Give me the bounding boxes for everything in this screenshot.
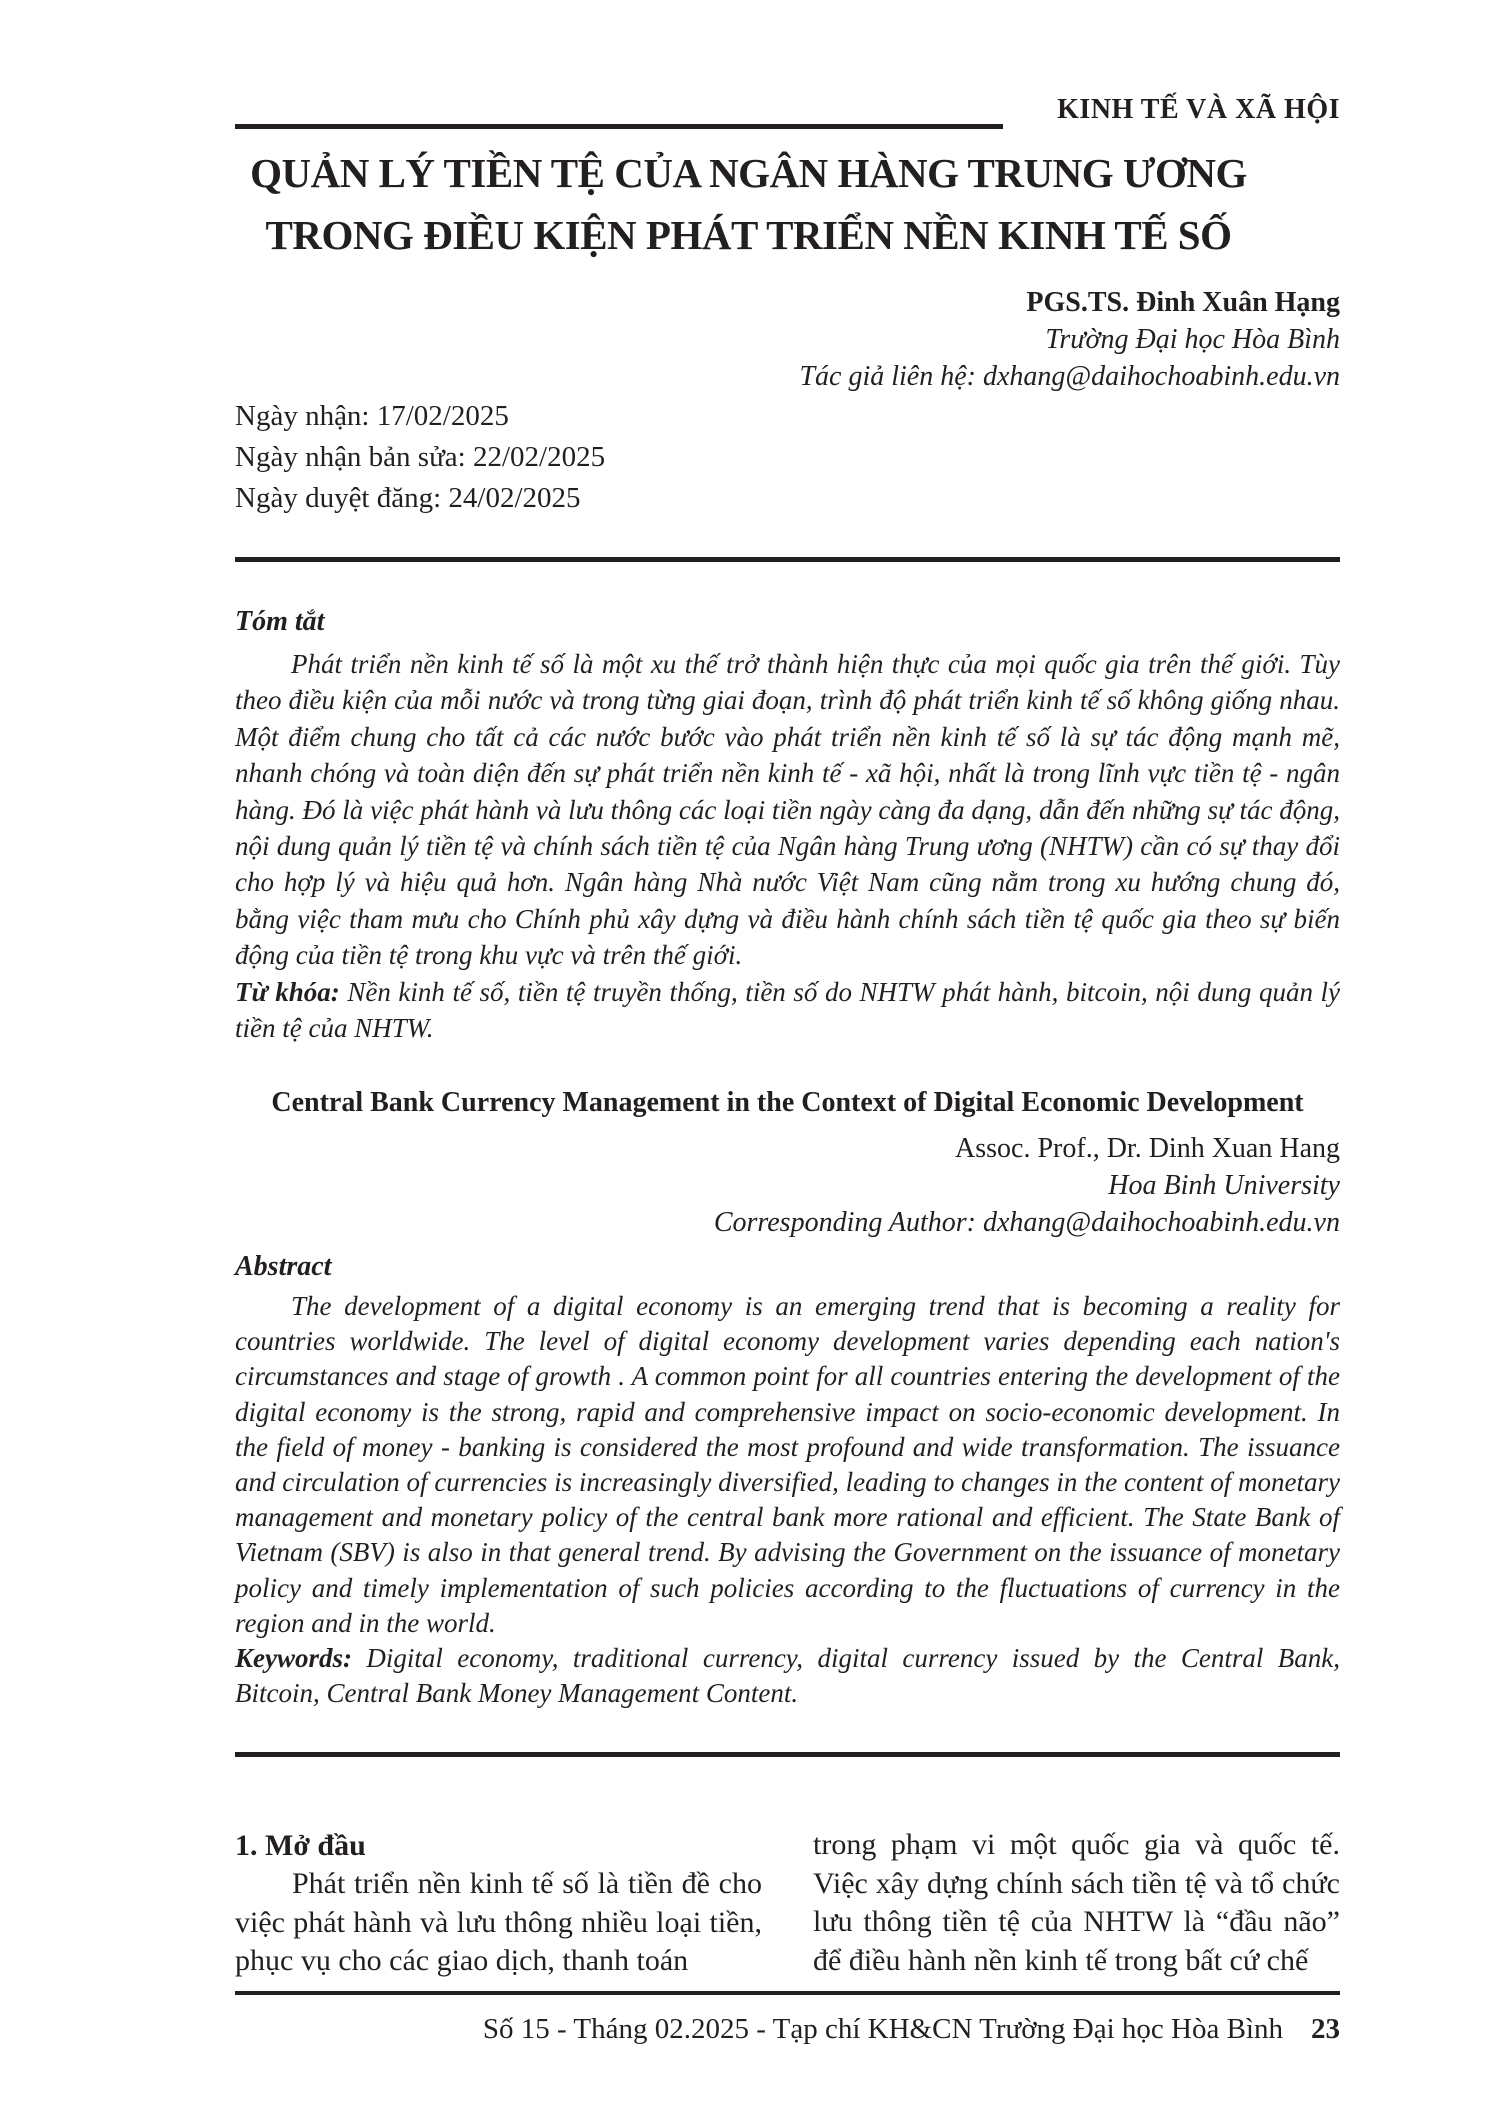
page-number: 23 [1311, 2013, 1340, 2045]
body-text-right: trong phạm vi một quốc gia và quốc tế. Việc xây dựng chính sách tiền tệ và tổ chức lưu thông tiền tệ của NHTW là “đầu não” để điều hành nền kinh tế trong bất cứ chế [813, 1828, 1340, 1977]
keywords-text-en: Digital economy, traditional currency, digital currency issued by the Central Bank, Bitcoin, Central Bank Money Management Content. [235, 1643, 1341, 1709]
abstract-heading-vi: Tóm tắt [235, 606, 325, 637]
author-contact-vi: Tác giả liên hệ: dxhang@daihochoabinh.edu.vn [799, 361, 1340, 392]
keywords-vi [235, 974, 1340, 1047]
keywords-en [235, 1641, 1340, 1711]
date-revised: Ngày nhận bản sửa: 22/02/2025 [235, 441, 606, 473]
footer-rule [235, 1991, 1340, 1995]
abstract-body-vi: Phát triển nền kinh tế số là một xu thế trở thành hiện thực của mọi quốc gia trên thế giới. Tùy theo điều kiện của mỗi nước và trong từng giai đoạn, trình độ phát triển kinh tế số không giống nhau. Một điểm chung cho tất cả các nước bước vào phát triển nền kinh tế số là sự tác động mạnh mẽ, nhanh chóng và toàn diện đến sự phát triển nền kinh tế - xã hội, nhất là trong lĩnh vực tiền tệ - ngân hàng. Đó là việc phát hành và lưu thông các loại tiền ngày càng đa dạng, dẫn đến những sự tác động, nội dung quản lý tiền tệ và chính sách tiền tệ của Ngân hàng Trung ương (NHTW) cần có sự thay đổi cho hợp lý và hiệu quả hơn. Ngân hàng Nhà nước Việt Nam cũng nằm trong xu hướng chung đó, bằng việc tham mưu cho Chính phủ xây dựng và điều hành chính sách tiền tệ quốc gia theo sự biến động của tiền tệ trong khu vực và trên thế giới. [235, 649, 1340, 971]
section-heading-intro: 1. Mở đầu [235, 1829, 366, 1862]
keywords-label-en: Keywords: [235, 1643, 352, 1674]
journal-section-header: KINH TẾ VÀ XÃ HỘI [1057, 94, 1340, 125]
abstract-section-en [235, 1086, 1340, 1711]
keywords-label-vi: Từ khóa: [235, 976, 340, 1007]
body-text-left: Phát triển nền kinh tế số là tiền đề cho việc phát hành và lưu thông nhiều loại tiền, phục vụ cho các giao dịch, thanh toán [235, 1867, 762, 1977]
article-title-vi [196, 142, 1301, 266]
article-title-en: Central Bank Currency Management in the Context of Digital Economic Development [271, 1087, 1304, 1118]
abstract-body-en: The development of a digital economy is an emerging trend that is becoming a reality for countries worldwide. The level of digital economy development varies depending each nation's circumstances and stage of growth . A common point for all countries entering the development of the digital economy is the strong, rapid and comprehensive impact on socio-economic development. In the field of money - banking is considered the most profound and wide transformation. The issuance and circulation of currencies is increasingly diversified, leading to changes in the content of monetary management and monetary policy of the central bank more rational and efficient. The State Bank of Vietnam (SBV) is also in that general trend. By advising the Government on the issuance of monetary policy and timely implementation of such policies according to the fluctuations of currency in the region and in the world. [235, 1291, 1340, 1638]
author-name-vi: PGS.TS. Đinh Xuân Hạng [1026, 287, 1340, 318]
author-block-vi [799, 284, 1340, 395]
abstract-section-vi [235, 604, 1340, 1046]
author-name-en: Assoc. Prof., Dr. Dinh Xuan Hang [955, 1133, 1340, 1164]
divider-rule-top [235, 557, 1340, 562]
submission-dates [235, 396, 605, 519]
author-affiliation-en: Hoa Binh University [1108, 1170, 1340, 1201]
body-columns [235, 1826, 1340, 1981]
body-column-left [235, 1826, 762, 1981]
abstract-heading-en: Abstract [235, 1251, 332, 1282]
page-footer [483, 2013, 1340, 2046]
article-title-line1: QUẢN LÝ TIỀN TỆ CỦA NGÂN HÀNG TRUNG ƯƠNG [250, 150, 1247, 196]
footer-journal-info: Số 15 - Tháng 02.2025 - Tạp chí KH&CN Trường Đại học Hòa Bình [482, 2013, 1283, 2045]
author-block-en [235, 1130, 1340, 1241]
body-column-right [813, 1826, 1340, 1981]
divider-rule-body [235, 1752, 1340, 1757]
header-rule [235, 124, 1003, 129]
date-received: Ngày nhận: 17/02/2025 [235, 400, 509, 432]
keywords-text-vi: Nền kinh tế số, tiền tệ truyền thống, tiền số do NHTW phát hành, bitcoin, nội dung quản lý tiền tệ của NHTW. [235, 976, 1340, 1044]
author-affiliation-vi: Trường Đại học Hòa Bình [1045, 324, 1340, 355]
article-title-line2: TRONG ĐIỀU KIỆN PHÁT TRIỂN NỀN KINH TẾ SỐ [265, 212, 1232, 258]
author-contact-en: Corresponding Author: dxhang@daihochoabinh.edu.vn [713, 1207, 1340, 1238]
date-accepted: Ngày duyệt đăng: 24/02/2025 [235, 482, 581, 514]
